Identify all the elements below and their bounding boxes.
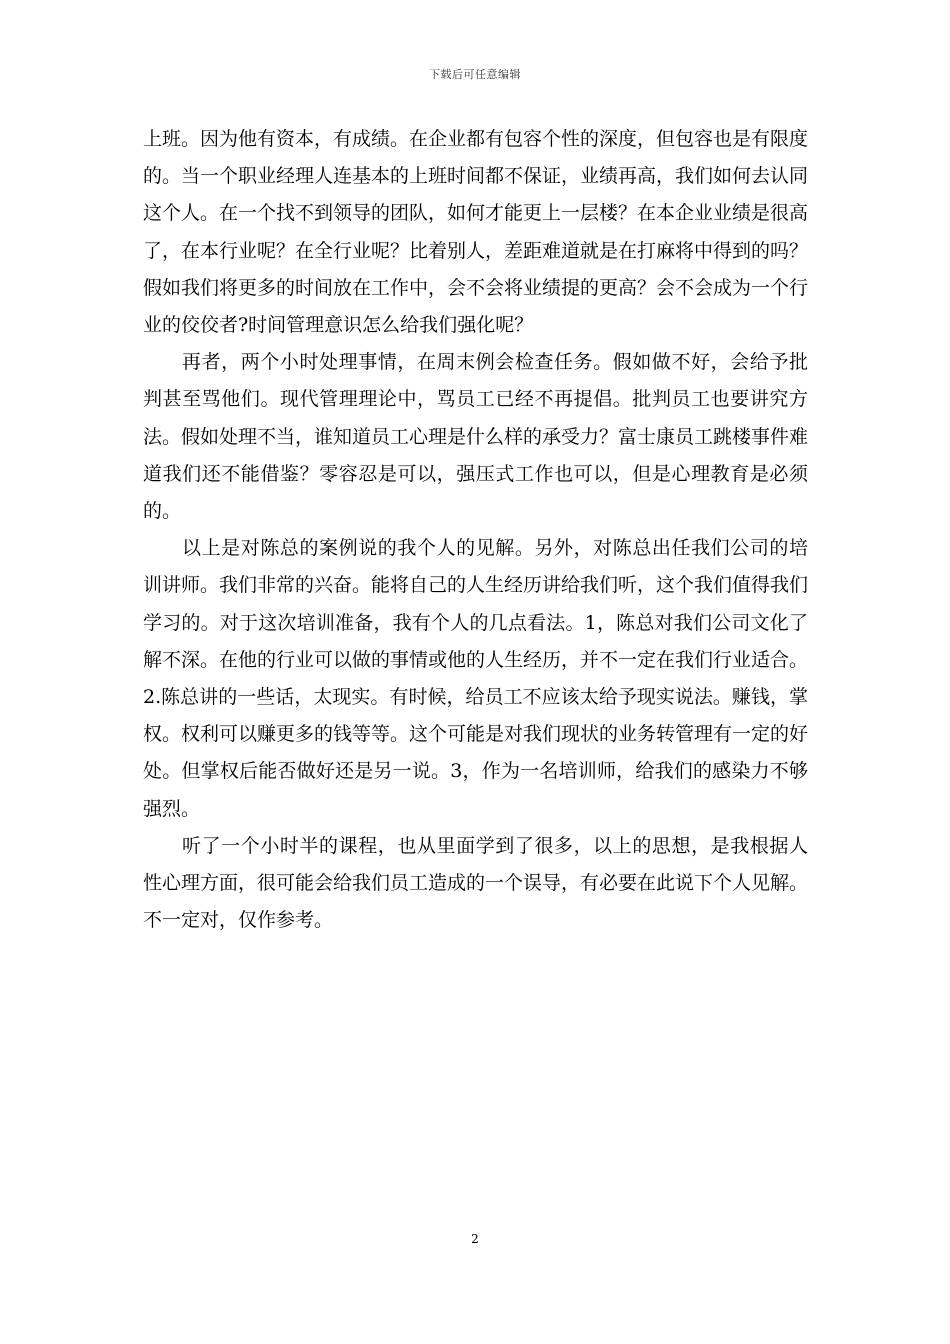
paragraph: 听了一个小时半的课程，也从里面学到了很多，以上的思想，是我根据人性心理方面，很可能会给我们员工造成的一个误导，有必要在此说下个人见解。不一定对，仅作参考。 <box>143 834 809 932</box>
page-header: 下载后可任意编辑 <box>429 68 521 81</box>
page-number: 2 <box>471 1232 479 1246</box>
paragraph-continued: 上班。因为他有资本，有成绩。在企业都有包容个性的深度，但包容也是有限度的。当一个职业经理人连基本的上班时间都不保证，业绩再高，我们如何去认同这个人。在一个找不到领导的团队，如何才能更上一层楼？在本企业业绩是很高了，在本行业呢？在全行业呢？比着别人，差距难道就是在打麻将中得到的吗？假如我们将更多的时间放在工作中，会不会将业绩提的更高？会不会成为一个行业的佼佼者?时间管理意识怎么给我们强化呢？ <box>143 128 809 337</box>
document-body <box>143 121 808 939</box>
paragraph: 以上是对陈总的案例说的我个人的见解。另外，对陈总出任我们公司的培训讲师。我们非常的兴奋。能将自己的人生经历讲给我们听，这个我们值得我们学习的。对于这次培训准备，我有个人的几点看法。1，陈总对我们公司文化了解不深。在他的行业可以做的事情或他的人生经历，并不一定在我们行业适合。2.陈总讲的一些话，太现实。有时候，给员工不应该太给予现实说法。赚钱，掌权。权利可以赚更多的钱等等。这个可能是对我们现状的业务转管理有一定的好处。但掌权后能否做好还是另一说。3，作为一名培训师，给我们的感染力不够强烈。 <box>143 537 809 820</box>
paragraph: 再者，两个小时处理事情，在周末例会检查任务。假如做不好，会给予批判甚至骂他们。现代管理理论中，骂员工已经不再提倡。批判员工也要讲究方法。假如处理不当，谁知道员工心理是什么样的承受力？富士康员工跳楼事件难道我们还不能借鉴？零容忍是可以，强压式工作也可以，但是心理教育是必须的。 <box>143 351 809 523</box>
